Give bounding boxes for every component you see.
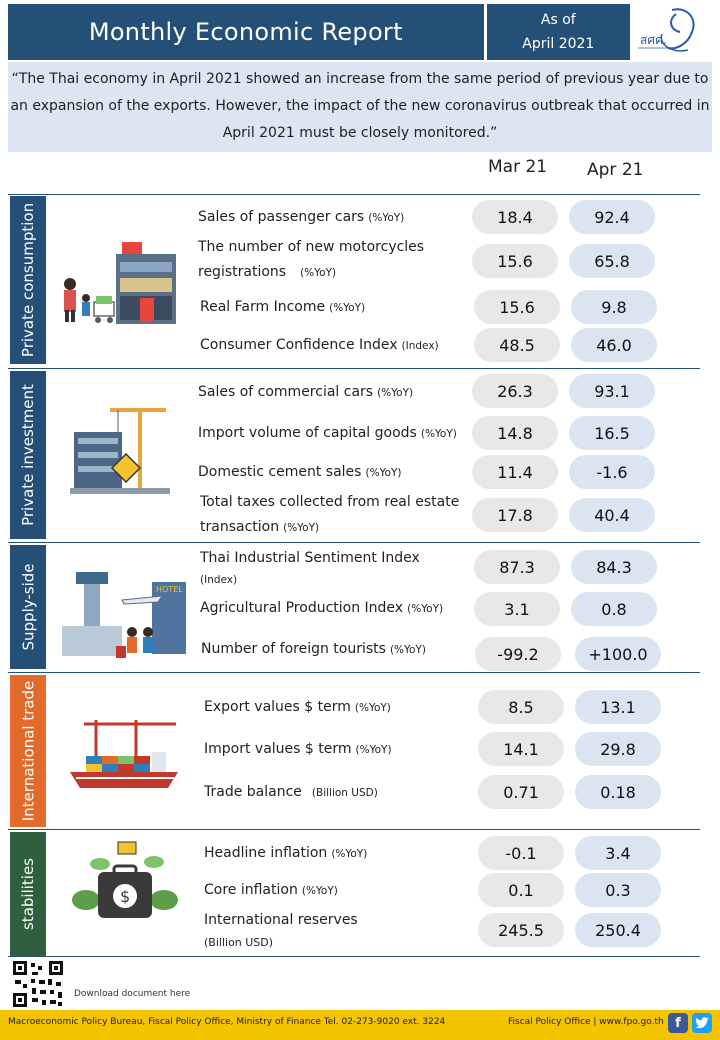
value-apr: 3.4 bbox=[575, 836, 661, 870]
value-mar: 17.8 bbox=[472, 498, 558, 532]
value-apr: -1.6 bbox=[569, 455, 655, 489]
section-tab-international-trade bbox=[10, 675, 46, 827]
column-head-mar: Mar 21 bbox=[488, 157, 548, 177]
section-divider bbox=[8, 368, 700, 369]
fpo-logo bbox=[632, 4, 712, 60]
shopping-illustration bbox=[56, 234, 186, 326]
value-apr: 40.4 bbox=[569, 498, 655, 532]
fpo-logo-icon bbox=[632, 4, 712, 60]
section-title: Supply-side bbox=[19, 563, 37, 651]
twitter-bird-icon bbox=[695, 1017, 709, 1029]
value-apr: 0.8 bbox=[571, 592, 657, 626]
row-label-industrial-sentiment: Thai Industrial Sentiment Index bbox=[200, 550, 420, 566]
value-apr: 29.8 bbox=[575, 732, 661, 766]
row-label-consumer-confidence: Consumer Confidence Index (Index) bbox=[200, 337, 439, 353]
value-mar: -0.1 bbox=[478, 836, 564, 870]
row-label-cement-sales: Domestic cement sales (%YoY) bbox=[198, 464, 402, 480]
row-label-foreign-tourists: Number of foreign tourists (%YoY) bbox=[201, 641, 426, 657]
value-apr: 250.4 bbox=[575, 913, 661, 947]
value-mar: 87.3 bbox=[474, 550, 560, 584]
value-mar: 15.6 bbox=[474, 290, 560, 324]
footer-contact: Macroeconomic Policy Bureau, Fiscal Policy Office, Ministry of Finance Tel. 02-273-9020 ext. 3224 bbox=[8, 1017, 446, 1027]
section-divider bbox=[8, 829, 700, 830]
value-apr: 16.5 bbox=[569, 416, 655, 450]
svg-text:สศค.: สศค. bbox=[640, 33, 667, 47]
value-apr: 92.4 bbox=[569, 200, 655, 234]
value-mar: 0.1 bbox=[478, 873, 564, 907]
tourism-illustration bbox=[62, 566, 188, 662]
column-head-apr: Apr 21 bbox=[587, 160, 644, 180]
section-tab-supply-side bbox=[10, 545, 46, 669]
as-of-box bbox=[487, 4, 630, 60]
twitter-icon[interactable] bbox=[692, 1013, 712, 1033]
value-mar: 8.5 bbox=[478, 690, 564, 724]
footer-website[interactable]: Fiscal Policy Office | www.fpo.go.th bbox=[508, 1017, 664, 1027]
section-divider bbox=[8, 672, 700, 673]
section-title: International trade bbox=[19, 680, 37, 822]
construction-illustration bbox=[70, 402, 170, 494]
row-unit-international-reserves: (Billion USD) bbox=[204, 936, 274, 949]
report-header bbox=[8, 4, 712, 60]
value-apr: 0.3 bbox=[575, 873, 661, 907]
row-label-motorcycles-2: registrations (%YoY) bbox=[198, 264, 337, 280]
value-mar: 26.3 bbox=[472, 374, 558, 408]
value-mar: 48.5 bbox=[474, 328, 560, 362]
section-tab-stabilities bbox=[10, 832, 46, 956]
money-bag-illustration bbox=[70, 840, 180, 926]
row-label-export-values: Export values $ term (%YoY) bbox=[204, 699, 391, 715]
facebook-icon[interactable]: f bbox=[668, 1013, 688, 1033]
row-label-farm-income: Real Farm Income (%YoY) bbox=[200, 299, 366, 315]
value-mar: 3.1 bbox=[474, 592, 560, 626]
summary-quote: “The Thai economy in April 2021 showed an increase from the same period of previous year due to an expansion of the exports. However, the impact of the new coronavirus outbreak that occurred in April 2021 must be closely monitored.” bbox=[8, 62, 712, 152]
value-mar: 14.1 bbox=[478, 732, 564, 766]
section-tab-private-consumption bbox=[10, 196, 46, 364]
report-title: Monthly Economic Report bbox=[8, 4, 484, 60]
value-apr: 13.1 bbox=[575, 690, 661, 724]
section-divider bbox=[8, 542, 700, 543]
svg-text:HOTEL: HOTEL bbox=[156, 585, 183, 594]
row-label-passenger-cars: Sales of passenger cars (%YoY) bbox=[198, 209, 405, 225]
value-apr: 84.3 bbox=[571, 550, 657, 584]
row-label-real-estate-taxes-2: transaction (%YoY) bbox=[200, 519, 320, 535]
row-unit-industrial-sentiment: (Index) bbox=[200, 574, 238, 586]
value-apr: 46.0 bbox=[571, 328, 657, 362]
section-divider bbox=[8, 194, 700, 195]
qr-code-icon[interactable] bbox=[12, 960, 64, 1008]
value-mar: 11.4 bbox=[472, 455, 558, 489]
section-title: Private investment bbox=[19, 384, 37, 526]
row-label-import-values: Import values $ term (%YoY) bbox=[204, 741, 392, 757]
value-apr: 93.1 bbox=[569, 374, 655, 408]
download-link[interactable]: Download document here bbox=[74, 989, 191, 999]
section-divider bbox=[8, 956, 700, 957]
value-mar: 14.8 bbox=[472, 416, 558, 450]
value-mar: -99.2 bbox=[475, 637, 561, 671]
row-label-headline-inflation: Headline inflation (%YoY) bbox=[204, 845, 368, 861]
as-of-date: April 2021 bbox=[522, 36, 595, 52]
value-mar: 245.5 bbox=[478, 913, 564, 947]
section-tab-private-investment bbox=[10, 371, 46, 539]
cargo-ship-illustration bbox=[66, 716, 182, 792]
row-label-real-estate-taxes: Total taxes collected from real estate bbox=[200, 494, 460, 510]
row-label-agri-production: Agricultural Production Index (%YoY) bbox=[200, 600, 444, 616]
row-label-motorcycles: The number of new motorcycles bbox=[198, 239, 425, 255]
value-apr: 9.8 bbox=[571, 290, 657, 324]
value-mar: 0.71 bbox=[478, 775, 564, 809]
row-label-commercial-cars: Sales of commercial cars (%YoY) bbox=[198, 384, 414, 400]
section-title: Private consumption bbox=[19, 202, 37, 358]
value-mar: 18.4 bbox=[472, 200, 558, 234]
value-apr: 0.18 bbox=[575, 775, 661, 809]
svg-text:$: $ bbox=[120, 887, 131, 906]
row-label-core-inflation: Core inflation (%YoY) bbox=[204, 882, 338, 898]
value-apr: 65.8 bbox=[569, 244, 655, 278]
as-of-label: As of bbox=[540, 12, 576, 28]
section-title: stabilities bbox=[19, 857, 38, 931]
row-label-international-reserves: International reserves bbox=[204, 912, 358, 928]
value-mar: 15.6 bbox=[472, 244, 558, 278]
row-label-trade-balance: Trade balance (Billion USD) bbox=[204, 784, 378, 800]
footer-bar bbox=[0, 1010, 720, 1040]
row-label-capital-goods: Import volume of capital goods (%YoY) bbox=[198, 425, 457, 441]
value-apr: +100.0 bbox=[575, 637, 661, 671]
